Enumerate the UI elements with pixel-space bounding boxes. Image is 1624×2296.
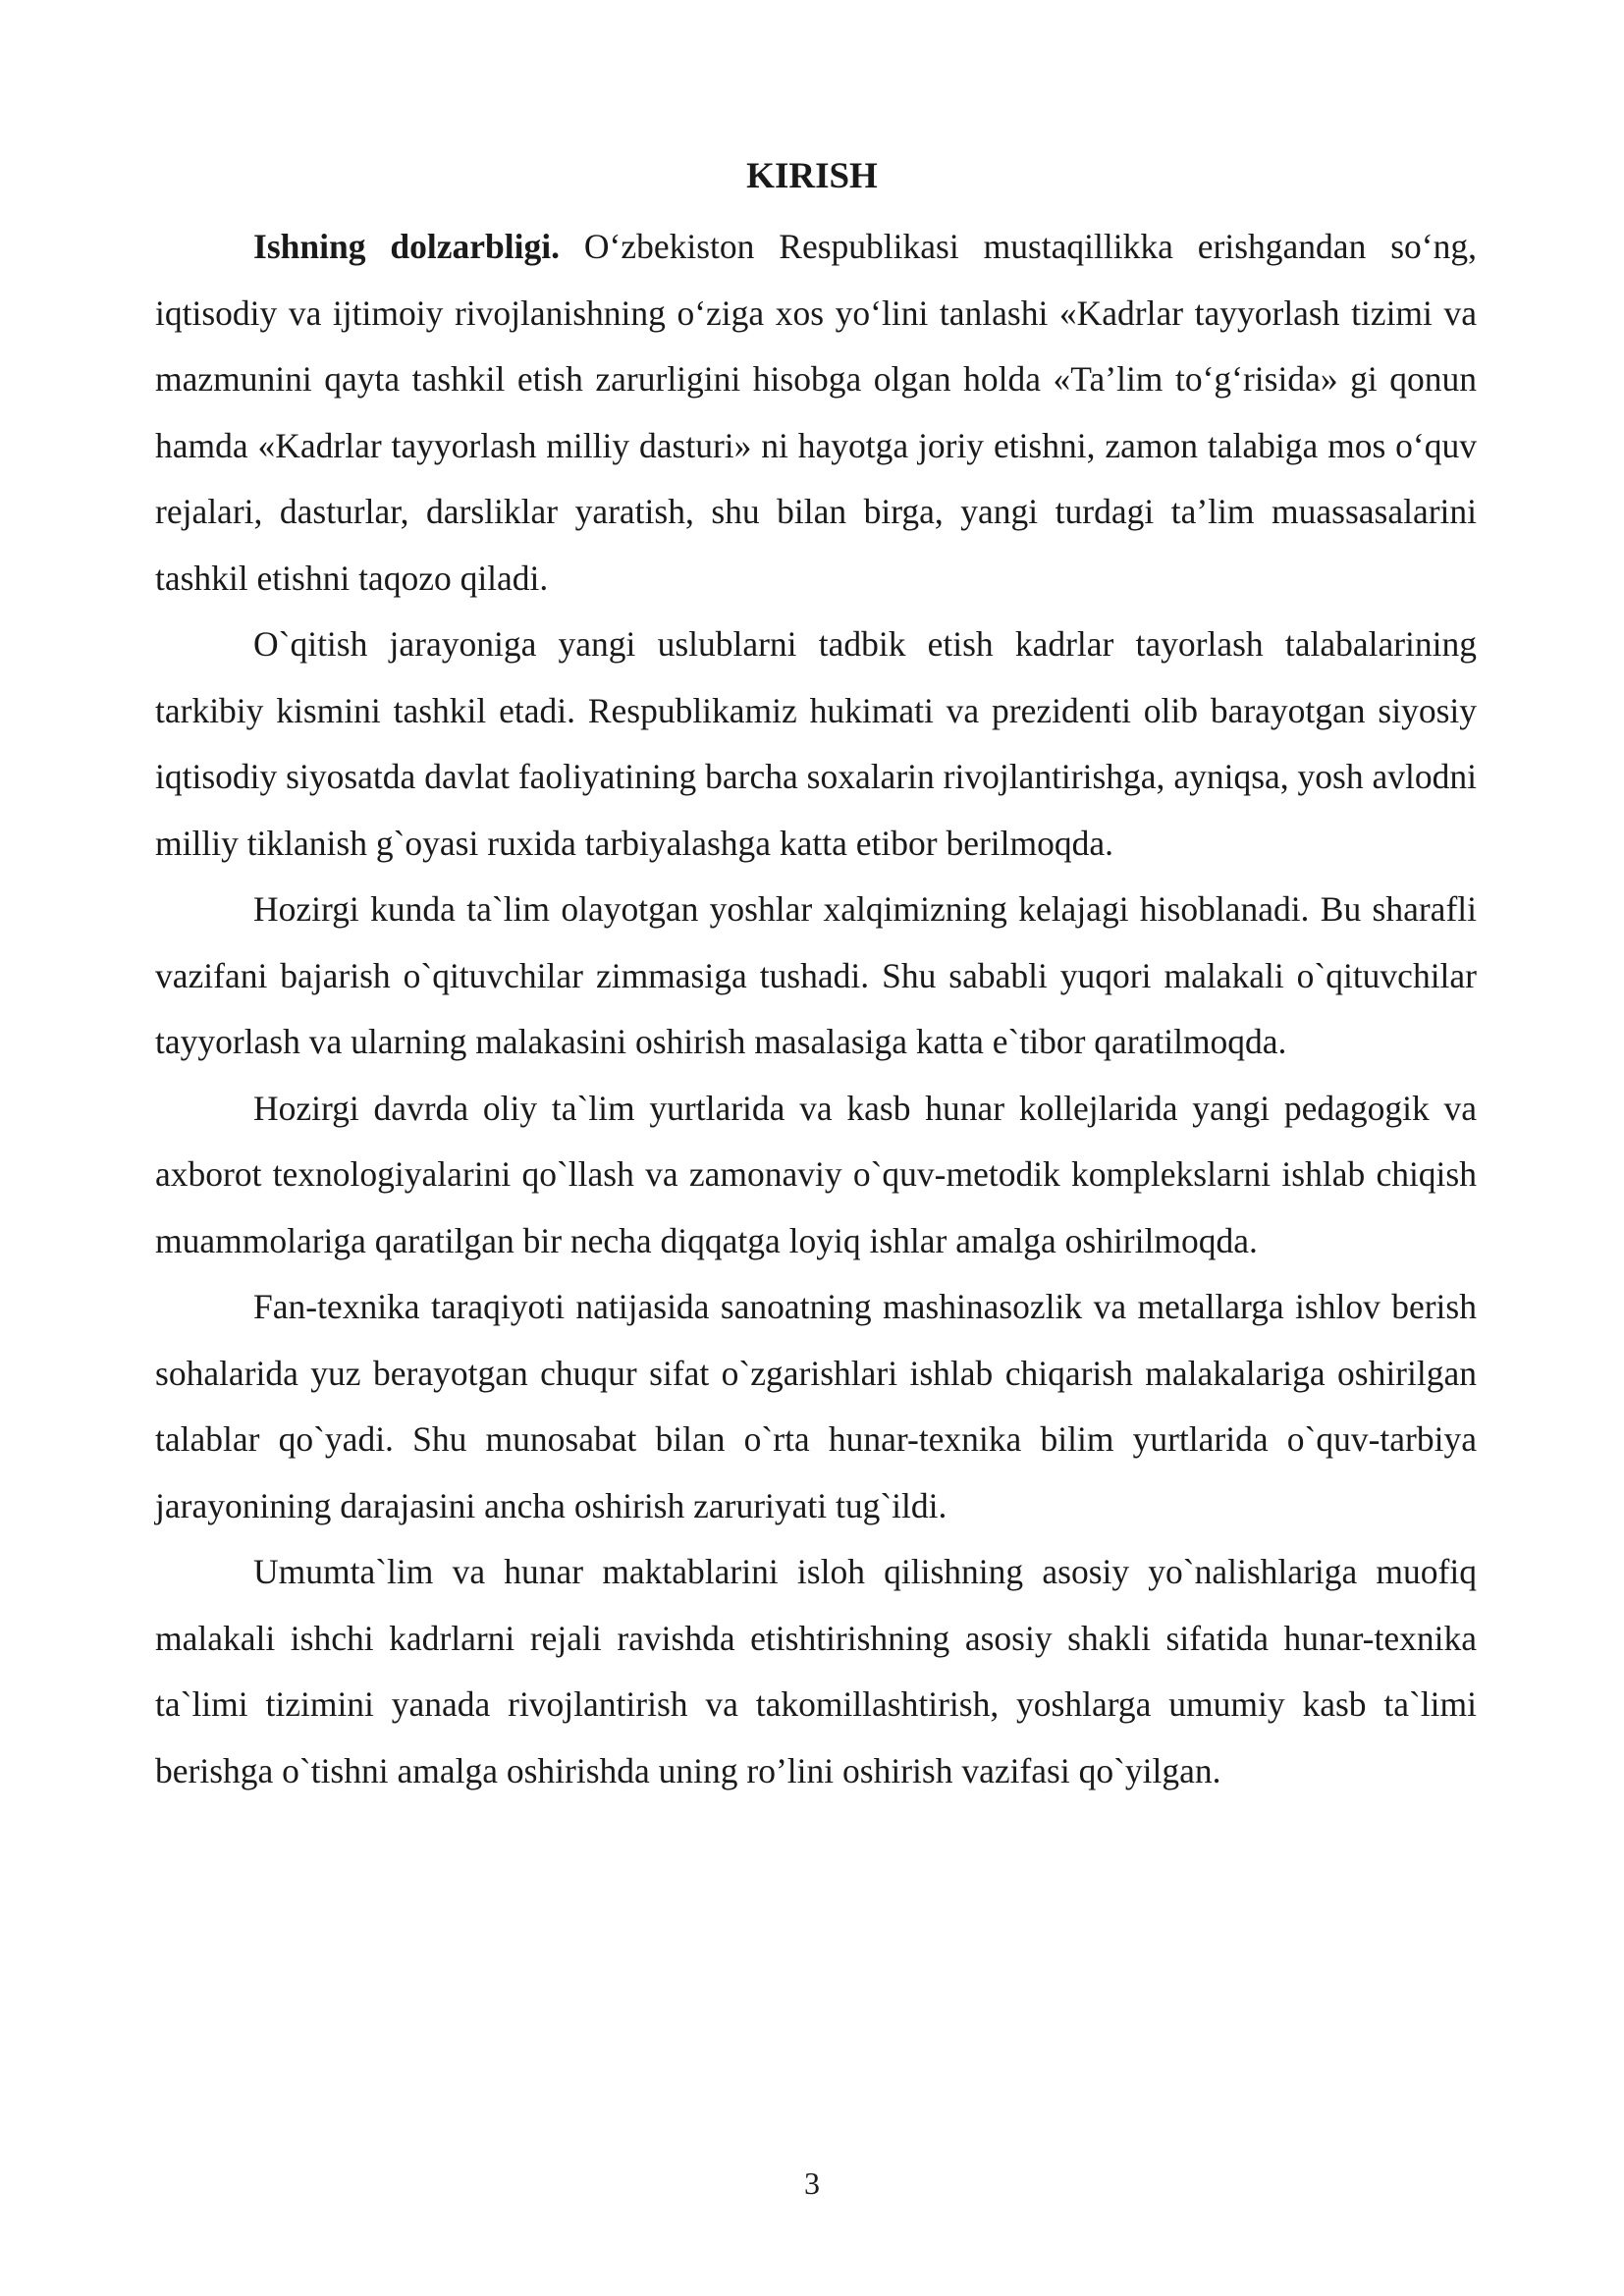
paragraph: Fan-texnika taraqiyoti natijasida sanoatning mashinasozlik va metallarga ishlov berish sohalarida yuz berayotgan chuqur sifat o`zgarishlari ishlab chiqarish malakalariga oshirilgan talablar qo`yadi. Shu munosabat bilan o`rta hunar-texnika bilim yurtlarida o`quv-tarbiya jarayonining darajasini ancha oshirish zaruriyati tug`ildi. <box>155 1287 1477 1525</box>
section-heading: KIRISH <box>746 156 878 196</box>
paragraph: O`qitish jarayoniga yangi uslublarni tadbik etish kadrlar tayorlash talabalarining tarkibiy kismini tashkil etadi. Respublikamiz hukimati va prezidenti olib barayotgan siyosiy iqtisodiy siyosatda davlat faoliyatining barcha soxalarin rivojlantirishga, ayniqsa, yosh avlodni milliy tiklanish g`oyasi ruxida tarbiyalashga katta etibor berilmoqda. <box>155 624 1477 863</box>
paragraph: Hozirgi davrda oliy ta`lim yurtlarida va kasb hunar kollejlarida yangi pedagogik va axborot texnologiyalarini qo`llash va zamonaviy o`quv-metodik komplekslarni ishlab chiqish muammolariga qaratilgan bir necha diqqatga loyiq ishlar amalga oshirilmoqda. <box>155 1088 1477 1260</box>
paragraph: Hozirgi kunda ta`lim olayotgan yoshlar xalqimizning kelajagi hisoblanadi. Bu sharafli vazifani bajarish o`qituvchilar zimmasiga tushadi. Shu sababli yuqori malakali o`qituvchilar tayyorlash va ularning malakasini oshirish masalasiga katta e`tibor qaratilmoqda. <box>155 889 1477 1061</box>
paragraph-lead: Ishning dolzarbligi. <box>253 227 560 266</box>
body-text <box>155 214 1477 1804</box>
page-number: 3 <box>804 2165 820 2201</box>
paragraph: Umumta`lim va hunar maktablarini isloh qilishning asosiy yo`nalishlariga muofiq malakali ishchi kadrlarni rejali ravishda etishtirishning asosiy shakli sifatida hunar-texnika ta`limi tizimini yanada rivojlantirish va takomillashtirish, yoshlarga umumiy kasb ta`limi berishga o`tishni amalga oshirishda uning ro’lini oshirish vazifasi qo`yilgan. <box>155 1552 1477 1790</box>
paragraph-relevance <box>155 214 1477 612</box>
paragraph-text: O‘zbekiston Respublikasi mustaqillikka erishgandan so‘ng, iqtisodiy va ijtimoiy rivojlanishning o‘ziga xos yo‘lini tanlashi «Kadrlar tayyorlash tizimi va mazmunini qayta tashkil etish zarurligini hisobga olgan holda «Ta’lim to‘g‘risida» gi qonun hamda «Kadrlar tayyorlash milliy dasturi» ni hayotga joriy etishni, zamon talabiga mos o‘quv rejalari, dasturlar, darsliklar yaratish, shu bilan birga, yangi turdagi ta’lim muassasalarini tashkil etishni taqozo qiladi. <box>155 227 1477 598</box>
